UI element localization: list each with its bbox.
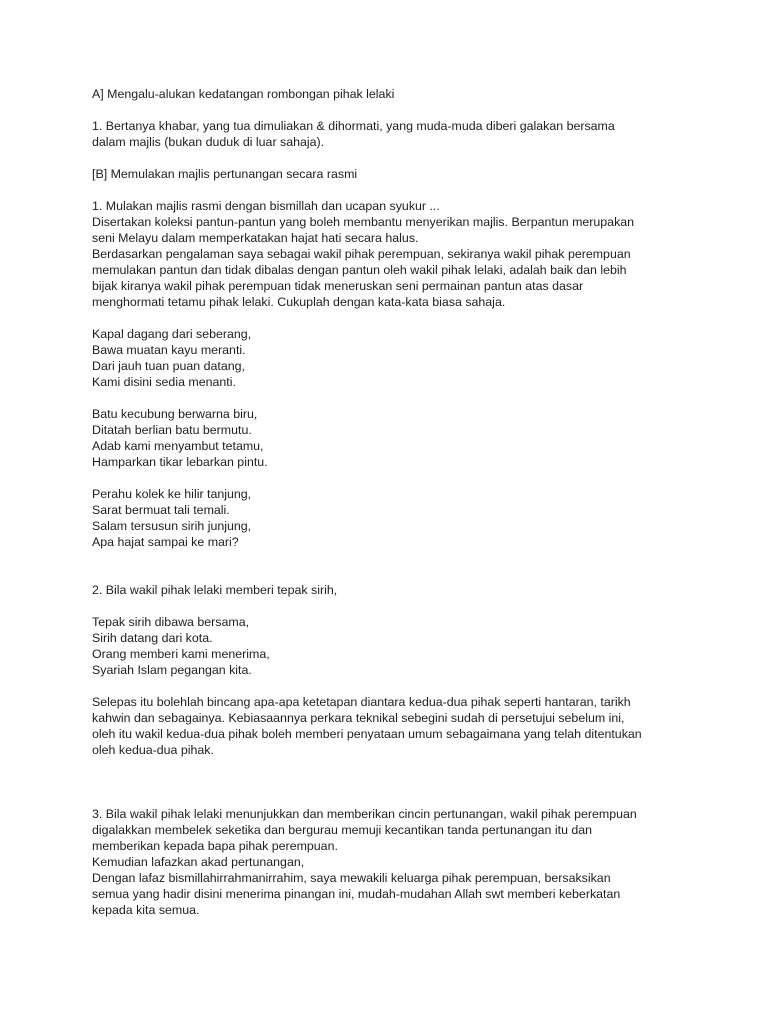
- text-line: Disertakan koleksi pantun-pantun yang boleh membantu menyerikan majlis. Berpantun merupakan: [92, 215, 635, 229]
- text-line: Tepak sirih dibawa bersama,: [92, 615, 250, 629]
- text-line: semua yang hadir disini menerima pinangan ini, mudah-mudahan Allah swt memberi keberkatan: [92, 887, 621, 901]
- blank-line: [92, 470, 692, 486]
- text-line: 1. Mulakan majlis rasmi dengan bismillah dan ucapan syukur ...: [92, 199, 440, 213]
- text-line: A] Mengalu-alukan kedatangan rombongan pihak lelaki: [92, 87, 395, 101]
- text-line: 1. Bertanya khabar, yang tua dimuliakan & dihormati, yang muda-muda diberi galakan bersama: [92, 119, 615, 133]
- blank-line: [92, 598, 692, 614]
- text-line: Batu kecubung berwarna biru,: [92, 407, 258, 421]
- text-line: Berdasarkan pengalaman saya sebagai wakil pihak perempuan, sekiranya wakil pihak perempuan: [92, 247, 631, 261]
- text-line: kahwin dan sebagainya. Kebiasaannya perkara teknikal sebegini sudah di persetujui sebelum ini,: [92, 711, 625, 725]
- blank-line: [92, 774, 692, 790]
- text-line: Dengan lafaz bismillahirrahmanirrahim, saya mewakili keluarga pihak perempuan, bersaksikan: [92, 871, 611, 885]
- text-line: digalakkan membelek seketika dan bergurau memuji kecantikan tanda pertunangan itu dan: [92, 823, 593, 837]
- blank-line: [92, 758, 692, 774]
- blank-line: [92, 150, 692, 166]
- document-body: [92, 86, 692, 918]
- text-line: Sirih datang dari kota.: [92, 631, 213, 645]
- text-line: Salam tersusun sirih junjung,: [92, 519, 252, 533]
- blank-line: [92, 390, 692, 406]
- blank-line: [92, 102, 692, 118]
- text-line: Orang memberi kami menerima,: [92, 647, 270, 661]
- text-line: Selepas itu bolehlah bincang apa-apa ketetapan diantara kedua-dua pihak seperti hantaran, tarikh: [92, 695, 631, 709]
- text-line: menghormati tetamu pihak lelaki. Cukuplah dengan kata-kata biasa sahaja.: [92, 295, 506, 309]
- text-line: Kapal dagang dari seberang,: [92, 327, 252, 341]
- text-line: [B] Memulakan majlis pertunangan secara rasmi: [92, 167, 358, 181]
- text-line: Kami disini sedia menanti.: [92, 375, 236, 389]
- text-line: Bawa muatan kayu meranti.: [92, 343, 246, 357]
- blank-line: [92, 790, 692, 806]
- text-line: Perahu kolek ke hilir tanjung,: [92, 487, 252, 501]
- text-line: memberikan kepada bapa pihak perempuan.: [92, 839, 338, 853]
- blank-line: [92, 182, 692, 198]
- text-line: 3. Bila wakil pihak lelaki menunjukkan dan memberikan cincin pertunangan, wakil pihak perempuan: [92, 807, 637, 821]
- text-line: memulakan pantun dan tidak dibalas dengan pantun oleh wakil pihak lelaki, adalah baik dan lebih: [92, 263, 627, 277]
- text-line: dalam majlis (bukan duduk di luar sahaja).: [92, 135, 325, 149]
- text-line: seni Melayu dalam memperkatakan hajat hati secara halus.: [92, 231, 419, 245]
- text-line: Syariah Islam pegangan kita.: [92, 663, 252, 677]
- blank-line: [92, 310, 692, 326]
- text-line: Sarat bermuat tali temali.: [92, 503, 230, 517]
- text-line: kepada kita semua.: [92, 903, 200, 917]
- text-line: Dari jauh tuan puan datang,: [92, 359, 245, 373]
- text-line: Ditatah berlian batu bermutu.: [92, 423, 252, 437]
- blank-line: [92, 678, 692, 694]
- blank-line: [92, 566, 692, 582]
- blank-line: [92, 550, 692, 566]
- text-line: Adab kami menyambut tetamu,: [92, 439, 264, 453]
- text-line: Apa hajat sampai ke mari?: [92, 535, 239, 549]
- text-line: bijak kiranya wakil pihak perempuan tidak meneruskan seni permainan pantun atas dasar: [92, 279, 584, 293]
- text-line: oleh kedua-dua pihak.: [92, 743, 214, 757]
- text-line: oleh itu wakil kedua-dua pihak boleh memberi penyataan umum sebagaimana yang telah ditentukan: [92, 727, 642, 741]
- text-line: Hamparkan tikar lebarkan pintu.: [92, 455, 268, 469]
- text-line: Kemudian lafazkan akad pertunangan,: [92, 855, 305, 869]
- text-line: 2. Bila wakil pihak lelaki memberi tepak sirih,: [92, 583, 338, 597]
